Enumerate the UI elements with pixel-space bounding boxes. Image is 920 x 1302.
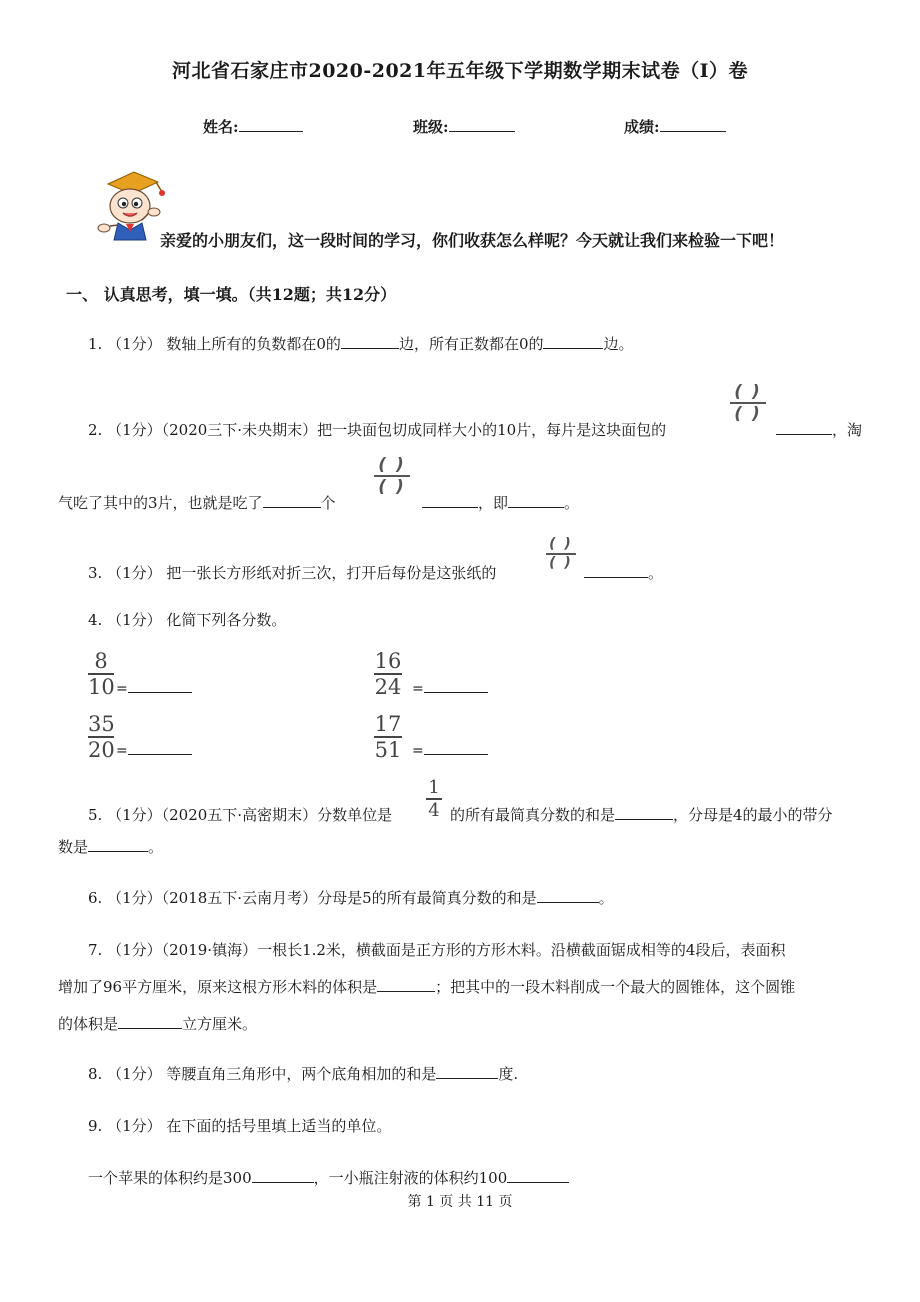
fraction-numerator: 8: [94, 649, 108, 673]
class-blank[interactable]: [449, 117, 515, 132]
q2-line1-a: 2. （1分）（2020三下·未央期末）把一块面包切成同样大小的10片，每片是这块面包的: [88, 421, 667, 439]
fraction-denominator: 10: [88, 675, 115, 699]
q7-line2-b: ；把其中的一段木料削成一个最大的圆锥体，这个圆锥: [435, 978, 796, 996]
mascot-icon: [90, 170, 170, 246]
question-1: [88, 333, 634, 354]
q2-line2-tail: [422, 492, 579, 513]
page-footer: 第 1 页 共 11 页: [407, 1194, 513, 1210]
q6-text-a: 6. （1分）（2018五下·云南月考）分母是5的所有最简真分数的和是: [88, 889, 537, 907]
fraction-denominator: 4: [428, 800, 440, 821]
q5-blank-1[interactable]: [615, 805, 673, 820]
page-title: 河北省石家庄市2020-2021年五年级下学期数学期末试卷（I）卷: [171, 60, 749, 82]
fraction-8-10: [88, 650, 114, 698]
question-5: [88, 804, 392, 825]
q9-blank-2[interactable]: [507, 1168, 569, 1183]
q7-line3-b: 立方厘米。: [182, 1015, 258, 1033]
fraction-numerator: 35: [88, 712, 115, 736]
q2-line2-d: 。: [564, 494, 580, 512]
q5-line1-b: 的所有最简真分数的和是: [450, 806, 616, 824]
q4-answer-3: [116, 740, 192, 759]
q2-line2-b: 个: [320, 494, 336, 512]
equals-sign: =: [116, 681, 128, 697]
q6-blank[interactable]: [537, 888, 599, 903]
fraction-denominator: 24: [374, 675, 402, 699]
fraction-den-placeholder: ( ): [549, 555, 573, 571]
section-heading: 一、 认真思考，填一填。（共12题；共12分）: [66, 285, 397, 304]
q9-blank-1[interactable]: [252, 1168, 314, 1183]
q5-blank-2[interactable]: [88, 837, 148, 852]
q3-text-a: 3. （1分） 把一张长方形纸对折三次，打开后每份是这张纸的: [88, 564, 497, 582]
fraction-den-placeholder: ( ): [378, 477, 406, 497]
fraction-placeholder-1: [730, 383, 766, 423]
q2-line1-tail: [776, 419, 862, 440]
name-blank[interactable]: [239, 117, 303, 132]
q5-line2: [58, 836, 163, 857]
q3-blank[interactable]: [584, 563, 648, 578]
q7-line3-a: 的体积是: [58, 1015, 119, 1033]
q4-blank-1[interactable]: [128, 678, 192, 693]
q2-blank-4[interactable]: [508, 493, 564, 508]
name-field: [203, 116, 303, 137]
question-4: [88, 609, 286, 630]
q2-blank-1[interactable]: [776, 420, 832, 435]
q7-line2-a: 增加了96平方厘米，原来这根方形木料的体积是: [58, 978, 378, 996]
q3-tail: [584, 562, 663, 583]
q2-line1-b: ，淘: [832, 421, 863, 439]
q7-line3: [58, 1013, 257, 1034]
class-label: 班级:: [413, 118, 449, 136]
question-8: [88, 1063, 518, 1084]
fraction-numerator: 1: [428, 777, 440, 798]
q1-text-b: 边，所有正数都在0的: [398, 335, 544, 353]
score-blank[interactable]: [660, 117, 726, 132]
score-field: [624, 116, 726, 137]
q7-blank-2[interactable]: [118, 1014, 182, 1029]
fraction-denominator: 20: [88, 738, 115, 762]
question-6: [88, 887, 614, 908]
q5-line1-tail: [450, 804, 833, 825]
fraction-den-placeholder: ( ): [734, 404, 762, 424]
q3-text-b: 。: [648, 564, 664, 582]
q4-answer-2: [412, 678, 488, 697]
fraction-16-24: [374, 650, 402, 698]
equals-sign: =: [412, 743, 424, 759]
q2-blank-2[interactable]: [263, 493, 321, 508]
q8-text-a: 8. （1分） 等腰直角三角形中，两个底角相加的和是: [88, 1065, 437, 1083]
q5-line2-a: 数是: [58, 838, 89, 856]
class-field: [413, 116, 515, 137]
q5-line1-a: 5. （1分）（2020五下·高密期末）分数单位是: [88, 806, 393, 824]
q8-text-b: 度.: [498, 1065, 519, 1083]
q8-blank[interactable]: [436, 1064, 498, 1079]
fraction-17-51: [374, 713, 402, 761]
q2-line2-c: ，即: [478, 494, 509, 512]
q2-blank-3[interactable]: [422, 493, 478, 508]
q6-text-b: 。: [598, 889, 614, 907]
q9-line-a: 一个苹果的体积约是300: [88, 1169, 252, 1187]
q5-line1-c: ，分母是4的最小的带分: [673, 806, 833, 824]
fraction-numerator: 17: [374, 712, 402, 736]
q4-blank-2[interactable]: [424, 678, 488, 693]
question-9: [88, 1115, 391, 1136]
q4-blank-3[interactable]: [128, 740, 192, 755]
fraction-1-4: [426, 778, 442, 820]
q7-line1: 7. （1分）（2019·镇海）一根长1.2米，横截面是正方形的方形木料。沿横截面锯成相等的4段后，表面积: [88, 941, 786, 959]
q1-text-a: 1. （1分） 数轴上所有的负数都在0的: [88, 335, 341, 353]
q4-answer-4: [412, 740, 488, 759]
q7-blank-1[interactable]: [377, 977, 435, 992]
q4-text: 4. （1分） 化简下列各分数。: [88, 611, 287, 629]
equals-sign: =: [116, 743, 128, 759]
greeting-text: 亲爱的小朋友们，这一段时间的学习，你们收获怎么样呢？今天就让我们来检验一下吧！: [160, 231, 785, 250]
question-7: [88, 939, 785, 960]
fraction-denominator: 51: [374, 738, 402, 762]
q1-text-c: 边。: [603, 335, 634, 353]
q9-text: 9. （1分） 在下面的括号里填上适当的单位。: [88, 1117, 392, 1135]
q2-line2-a: 气吃了其中的3片，也就是吃了: [58, 494, 263, 512]
fraction-placeholder-3: [546, 537, 576, 571]
q5-line2-b: 。: [148, 838, 164, 856]
q9-line: [88, 1167, 569, 1188]
fraction-num-placeholder: ( ): [549, 536, 573, 552]
question-2: [88, 419, 666, 440]
fraction-35-20: [88, 713, 114, 761]
fraction-num-placeholder: ( ): [734, 382, 762, 402]
question-3: [88, 562, 496, 583]
fraction-placeholder-2: [374, 456, 410, 496]
q1-blank-1[interactable]: [341, 334, 399, 349]
q4-blank-4[interactable]: [424, 740, 488, 755]
equals-sign: =: [412, 681, 424, 697]
fraction-num-placeholder: ( ): [378, 455, 406, 475]
q7-line2: [58, 976, 795, 997]
q1-blank-2[interactable]: [543, 334, 603, 349]
fraction-numerator: 16: [374, 649, 402, 673]
score-label: 成绩:: [624, 118, 660, 136]
name-label: 姓名:: [203, 118, 239, 136]
q4-answer-1: [116, 678, 192, 697]
q2-line2: [58, 492, 336, 513]
q9-line-b: ，一小瓶注射液的体积约100: [313, 1169, 508, 1187]
